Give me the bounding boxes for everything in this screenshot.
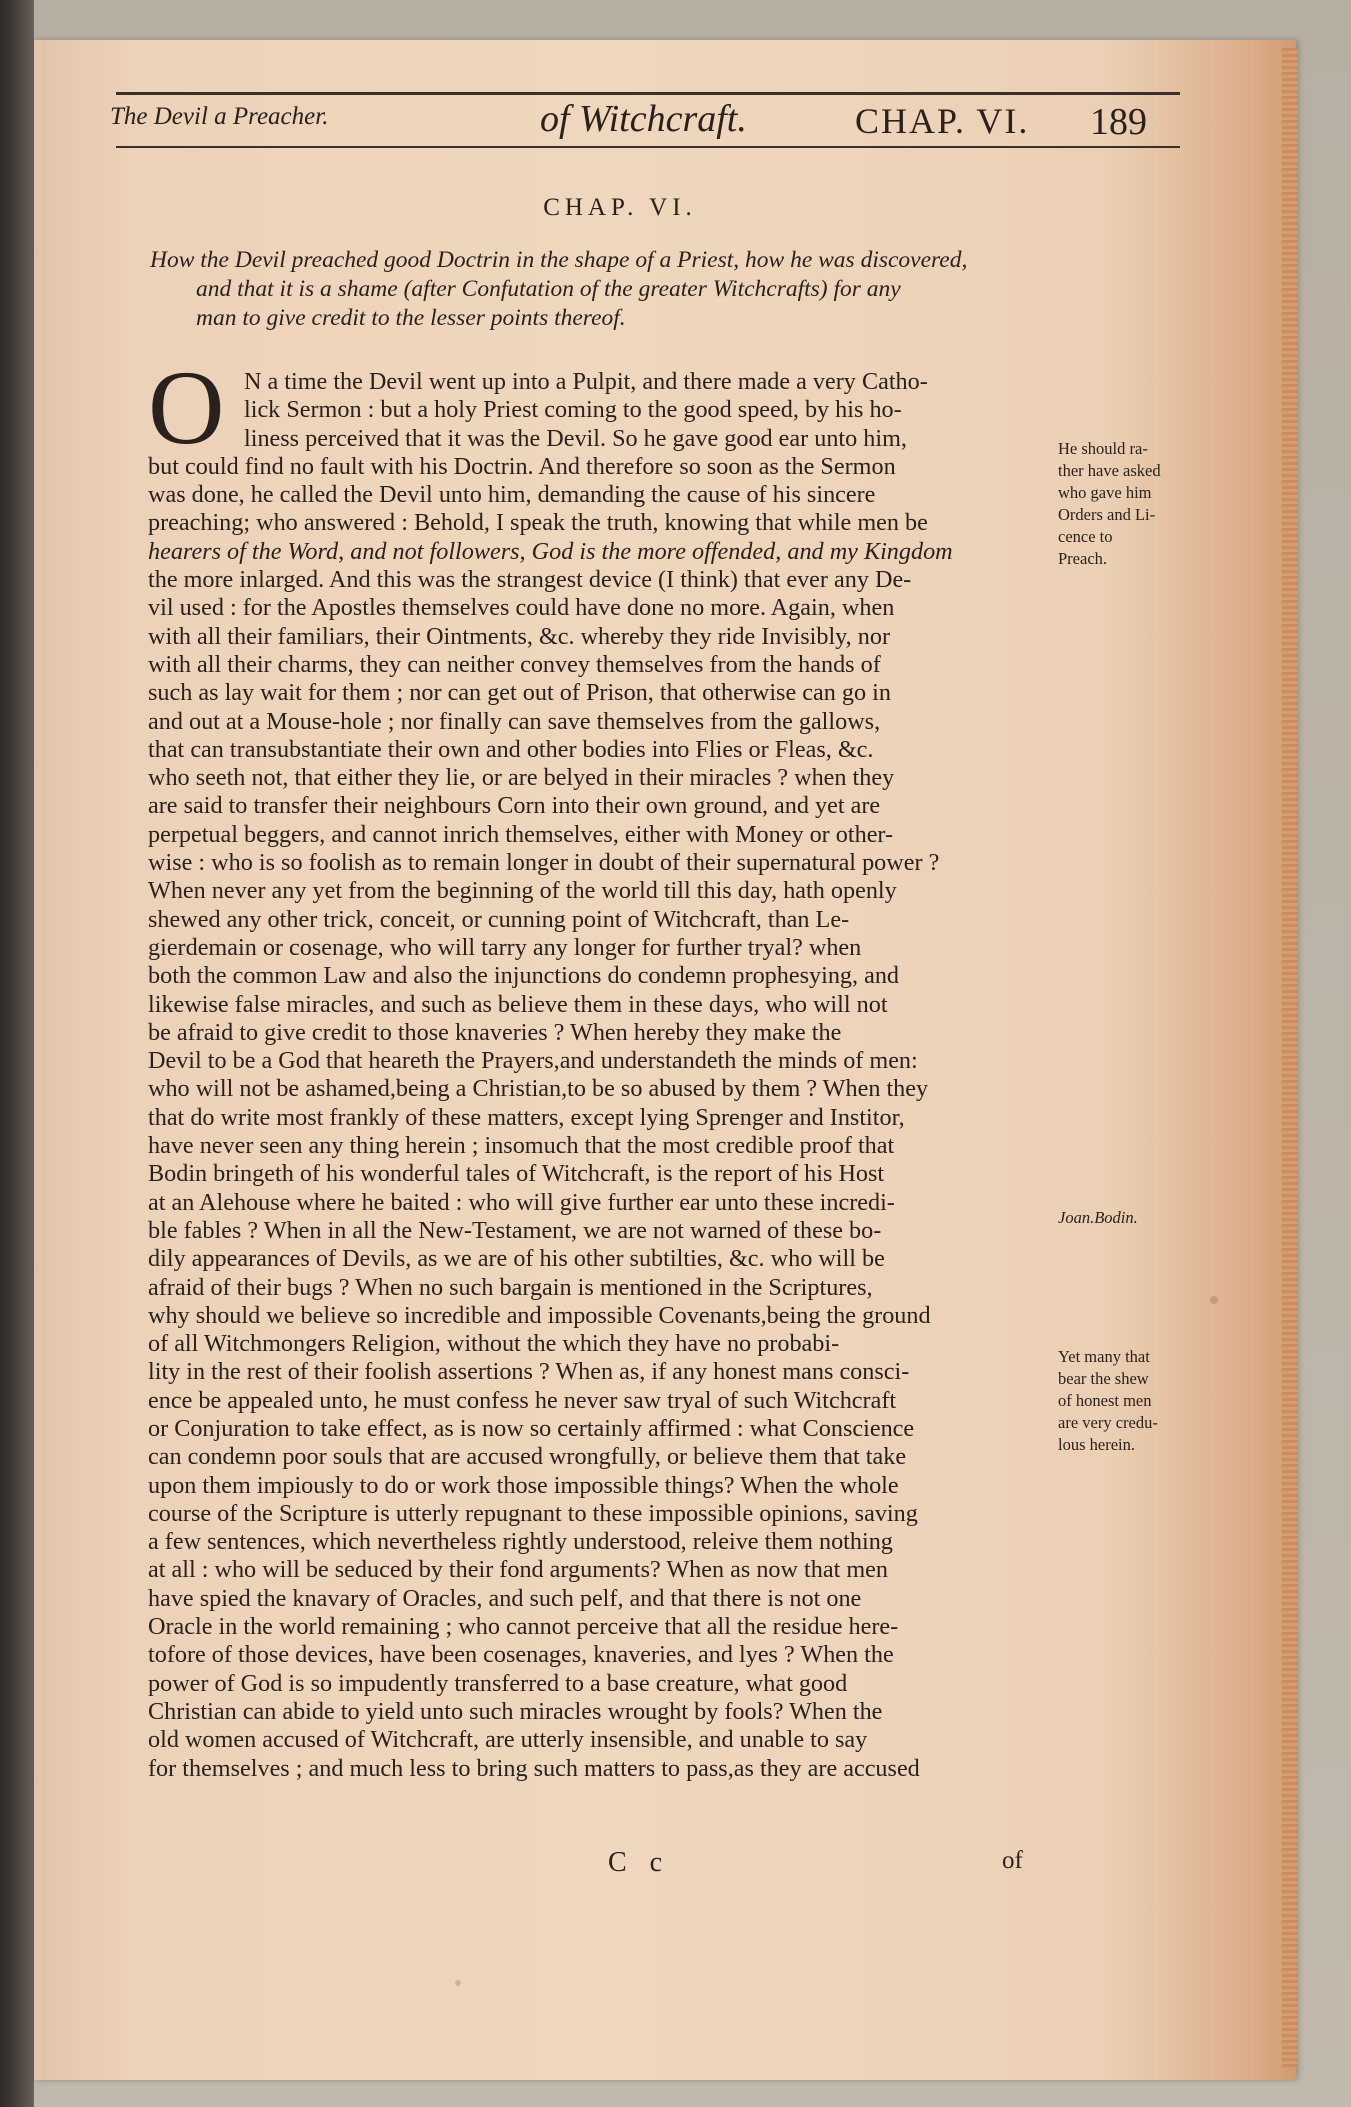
- running-head-title: of Witchcraft.: [540, 98, 747, 140]
- body-line: at an Alehouse where he baited : who will give further ear unto these incredi-: [148, 1188, 895, 1216]
- body-line: of all Witchmongers Religion, without the which they have no probabi-: [148, 1330, 840, 1358]
- margin-note: [1058, 438, 1161, 570]
- margin-note-line: cence to: [1058, 527, 1113, 546]
- body-line: was done, he called the Devil unto him, demanding the cause of his sincere: [148, 481, 876, 509]
- body-line: wise : who is so foolish as to remain longer in doubt of their supernatural power ?: [148, 849, 940, 877]
- body-line: have never seen any thing herein ; insomuch that the most credible proof that: [148, 1132, 895, 1160]
- body-line: be afraid to give credit to those knaveries ? When hereby they make the: [148, 1018, 842, 1046]
- body-line: with all their charms, they can neither convey themselves from the hands of: [148, 650, 881, 678]
- margin-note-line: of honest men: [1058, 1391, 1152, 1410]
- body-line: liness perceived that it was the Devil. So he gave good ear unto him,: [244, 424, 907, 452]
- body-line: are said to transfer their neighbours Corn into their own ground, and yet are: [148, 792, 881, 820]
- body-line: preaching; who answered : Behold, I speak the truth, knowing that while men be: [148, 509, 928, 537]
- body-line: lity in the rest of their foolish assertions ? When as, if any honest mans consci-: [148, 1358, 910, 1386]
- body-line: or Conjuration to take effect, as is now so certainly affirmed : what Conscience: [148, 1414, 915, 1442]
- body-line: why should we believe so incredible and impossible Covenants,being the ground: [148, 1301, 931, 1329]
- body-line: upon them impiously to do or work those impossible things? When the whole: [148, 1471, 899, 1499]
- margin-note: [1058, 1346, 1158, 1456]
- chapter-heading: CHAP. VI.: [543, 194, 697, 221]
- body-line: ble fables ? When in all the New-Testament, we are not warned of these bo-: [148, 1216, 882, 1244]
- body-line: power of God is so impudently transferred to a base creature, what good: [148, 1669, 848, 1697]
- body-line: and out at a Mouse-hole ; nor finally can save themselves from the gallows,: [148, 707, 881, 735]
- body-line: Bodin bringeth of his wonderful tales of Witchcraft, is the report of his Host: [148, 1160, 885, 1188]
- body-line: that can transubstantiate their own and other bodies into Flies or Fleas, &c.: [148, 735, 874, 763]
- body-line: dily appearances of Devils, as we are of his other subtilties, &c. who will be: [148, 1245, 885, 1273]
- page-fore-edge: [1282, 48, 1298, 2068]
- body-line: shewed any other trick, conceit, or cunning point of Witchcraft, than Le-: [148, 905, 850, 933]
- body-line: N a time the Devil went up into a Pulpit, and there made a very Catho-: [244, 368, 928, 395]
- margin-note-line: Orders and Li-: [1058, 505, 1156, 524]
- body-line: both the common Law and also the injunctions do condemn prophesying, and: [148, 962, 900, 990]
- summary-line: How the Devil preached good Doctrin in the shape of a Priest, how he was discovered,: [150, 247, 968, 273]
- drop-cap: O: [148, 349, 225, 466]
- catchword: of: [1002, 1847, 1023, 1874]
- margin-note-line: ther have asked: [1058, 461, 1161, 480]
- body-line: for themselves ; and much less to bring such matters to pass,as they are accused: [148, 1754, 920, 1782]
- page-number: 189: [1090, 101, 1147, 143]
- body-line: who will not be ashamed,being a Christian,to be so abused by them ? When they: [148, 1075, 929, 1103]
- body-line: afraid of their bugs ? When no such bargain is mentioned in the Scriptures,: [148, 1273, 873, 1301]
- margin-note-line: Yet many that: [1058, 1347, 1150, 1366]
- paper-spot: [1210, 1296, 1218, 1304]
- body-line: vil used : for the Apostles themselves could have done no more. Again, when: [148, 594, 895, 622]
- margin-note-line: lous herein.: [1058, 1435, 1135, 1454]
- margin-note-line: Preach.: [1058, 549, 1108, 568]
- body-line: hearers of the Word, and not followers, God is the more offended, and my Kingdom: [148, 537, 953, 565]
- body-line: When never any yet from the beginning of the world till this day, hath openly: [148, 877, 897, 905]
- header-rule-top: [116, 92, 1180, 95]
- summary-line: man to give credit to the lesser points thereof.: [196, 305, 626, 331]
- header-rule-bottom: [116, 146, 1180, 148]
- chapter-summary: [150, 246, 1050, 333]
- margin-note: [1058, 1207, 1138, 1229]
- body-line: Devil to be a God that heareth the Prayers,and understandeth the minds of men:: [148, 1047, 918, 1075]
- running-head-chapter: CHAP. VI.: [855, 101, 1030, 141]
- paper-spot: [455, 1980, 461, 1986]
- body-line: gierdemain or cosenage, who will tarry any longer for further tryal? when: [148, 933, 862, 961]
- body-line: perpetual beggers, and cannot inrich themselves, either with Money or other-: [148, 820, 894, 848]
- body-line: lick Sermon : but a holy Priest coming to the good speed, by his ho-: [244, 396, 902, 424]
- signature-mark: C c: [608, 1847, 671, 1878]
- body-line: course of the Scripture is utterly repugnant to these impossible opinions, saving: [148, 1499, 918, 1527]
- body-line: Oracle in the world remaining ; who cannot perceive that all the residue here-: [148, 1613, 899, 1641]
- body-line: ence be appealed unto, he must confess he never saw tryal of such Witchcraft: [148, 1386, 897, 1414]
- body-line: with all their familiars, their Ointments, &c. whereby they ride Invisibly, nor: [148, 622, 891, 650]
- body-line: likewise false miracles, and such as believe them in these days, who will not: [148, 990, 888, 1018]
- body-line: the more inlarged. And this was the strangest device (I think) that ever any De-: [148, 566, 912, 594]
- book-binding-edge: [0, 0, 34, 2107]
- body-line: at all : who will be seduced by their fond arguments? When as now that men: [148, 1556, 888, 1584]
- body-line: a few sentences, which nevertheless rightly understood, releive them nothing: [148, 1528, 893, 1556]
- margin-note-line: are very credu-: [1058, 1413, 1158, 1432]
- body-text: [148, 368, 1038, 1783]
- body-line: have spied the knavary of Oracles, and such pelf, and that there is not one: [148, 1584, 862, 1612]
- body-line: who seeth not, that either they lie, or are belyed in their miracles ? when they: [148, 764, 895, 792]
- margin-note-line: He should ra-: [1058, 439, 1148, 458]
- summary-line: and that it is a shame (after Confutation of the greater Witchcrafts) for any: [196, 276, 901, 302]
- body-line: but could find no fault with his Doctrin. And therefore so soon as the Sermon: [148, 452, 896, 480]
- body-line: Christian can abide to yield unto such miracles wrought by fools? When the: [148, 1697, 883, 1725]
- body-line: can condemn poor souls that are accused wrongfully, or believe them that take: [148, 1443, 907, 1471]
- margin-note-line: who gave him: [1058, 483, 1152, 502]
- margin-note-line: bear the shew: [1058, 1369, 1149, 1388]
- body-line: that do write most frankly of these matters, except lying Sprenger and Institor,: [148, 1103, 905, 1131]
- running-head-left: The Devil a Preacher.: [110, 103, 329, 130]
- margin-note-line: Joan.Bodin.: [1058, 1208, 1138, 1227]
- body-line: old women accused of Witchcraft, are utterly insensible, and unable to say: [148, 1726, 868, 1754]
- body-line: such as lay wait for them ; nor can get out of Prison, that otherwise can go in: [148, 679, 891, 707]
- body-line: tofore of those devices, have been cosenages, knaveries, and lyes ? When the: [148, 1641, 894, 1669]
